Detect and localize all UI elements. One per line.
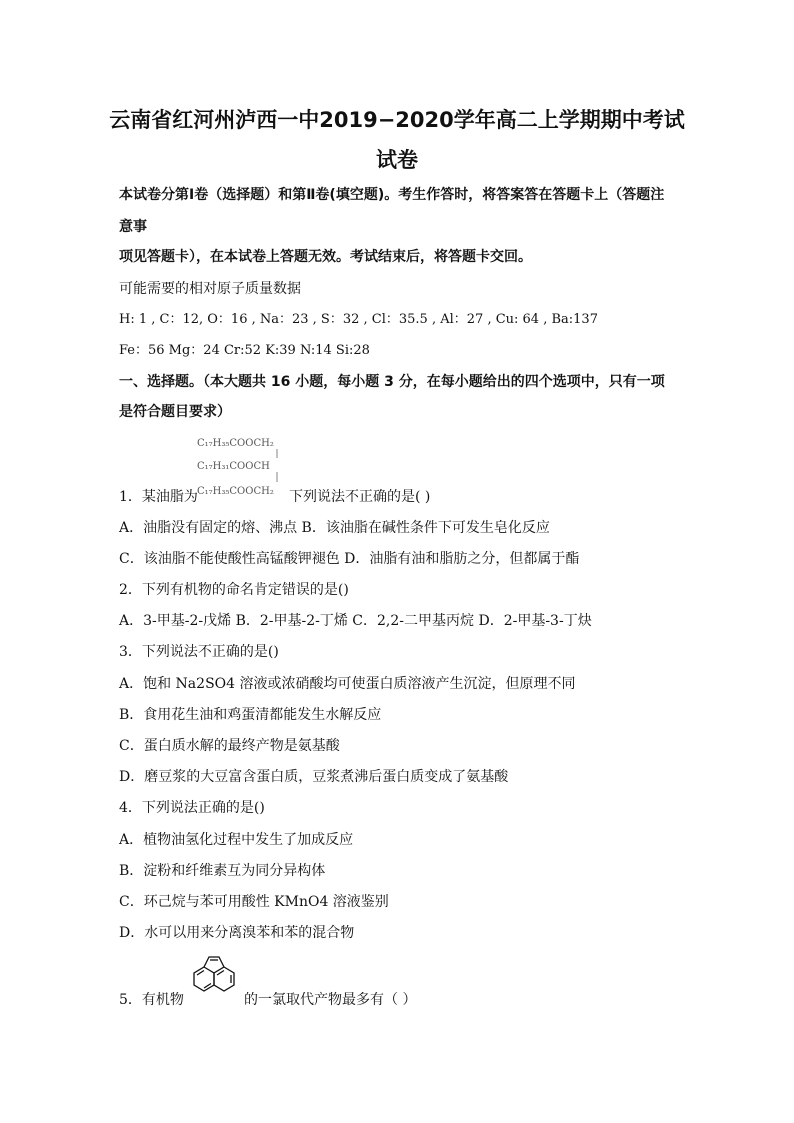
- exam-title-line-1: 云南省红河州泸西一中2019−2020学年高二上学期期中考试: [109, 108, 685, 132]
- question-4-option-b: B．淀粉和纤维素互为同分异构体: [119, 863, 326, 879]
- question-1-options-cd: C．该油脂不能使酸性高锰酸钾褪色 D．油脂有油和脂肪之分，但都属于酯: [119, 551, 580, 567]
- formula-row-3: C₁₇H₃₅COOCH₂: [197, 486, 274, 497]
- question-3-option-c: C．蛋白质水解的最终产物是氨基酸: [119, 738, 340, 754]
- atomic-mass-heading: 可能需要的相对原子质量数据: [119, 281, 301, 297]
- acenaphthylene-svg: [185, 954, 243, 1004]
- question-3-option-d: D．磨豆浆的大豆富含蛋白质，豆浆煮沸后蛋白质变成了氨基酸: [119, 769, 509, 785]
- atomic-mass-line-2: Fe：56 Mg：24 Cr:52 K:39 N:14 Si:28: [119, 343, 370, 358]
- intro-line-3: 项见答题卡），在本试卷上答题无效。考试结束后，将答题卡交回。: [119, 249, 532, 265]
- atomic-mass-line-1: H: 1 , C：12, O：16 , Na：23 , S：32 , Cl：35.5 , Al：27 , Cu: 64 , Ba:137: [119, 312, 598, 327]
- triglyceride-formula-svg: [197, 436, 292, 498]
- question-4-option-c: C．环己烷与苯可用酸性 KMnO4 溶液鉴别: [119, 894, 389, 910]
- acenaphthylene-structure: [185, 954, 243, 1004]
- triglyceride-formula: [197, 436, 292, 498]
- section-heading-line-2: 是符合题目要求）: [119, 404, 231, 420]
- question-5-prefix: 5．有机物: [119, 992, 184, 1008]
- question-4-option-d: D．水可以用来分离溴苯和苯的混合物: [119, 925, 355, 941]
- question-4-option-a: A．植物油氢化过程中发生了加成反应: [119, 832, 354, 848]
- question-3-stem: 3．下列说法不正确的是(): [119, 644, 279, 660]
- section-heading-line-1: 一、选择题。（本大题共 16 小题，每小题 3 分，在每小题给出的四个选项中，只有一项: [119, 374, 665, 390]
- mol-five-ring: [204, 957, 224, 967]
- question-3-option-a: A．饱和 Na2SO4 溶液或浓硝酸均可使蛋白质溶液产生沉淀，但原理不同: [119, 676, 576, 692]
- question-2-stem: 2．下列有机物的命名肯定错误的是(): [119, 582, 349, 598]
- question-5-suffix: 的一氯取代产物最多有（ ）: [244, 992, 417, 1008]
- question-1-prefix: 1．某油脂为: [119, 489, 198, 505]
- question-1-options-ab: A．油脂没有固定的熔、沸点 B．该油脂在碱性条件下可发生皂化反应: [119, 520, 550, 536]
- formula-row-1: C₁₇H₃₅COOCH₂: [197, 438, 274, 449]
- intro-line-2: 意事: [119, 219, 147, 235]
- intro-line-1: 本试卷分第Ⅰ卷（选择题）和第Ⅱ卷(填空题)。考生作答时，将答案答在答题卡上（答题注: [119, 187, 665, 203]
- question-3-option-b: B．食用花生油和鸡蛋清都能发生水解反应: [119, 707, 382, 723]
- exam-title-line-2: 试卷: [376, 148, 418, 172]
- question-4-stem: 4．下列说法正确的是(): [119, 800, 265, 816]
- question-2-options: A．3-甲基-2-戊烯 B．2-甲基-2-丁烯 C．2,2-二甲基丙烷 D．2-甲基-3-丁炔: [119, 613, 592, 629]
- question-1-suffix: 下列说法不正确的是( ): [289, 489, 431, 505]
- formula-row-2: C₁₇H₃₁COOCH: [197, 461, 270, 472]
